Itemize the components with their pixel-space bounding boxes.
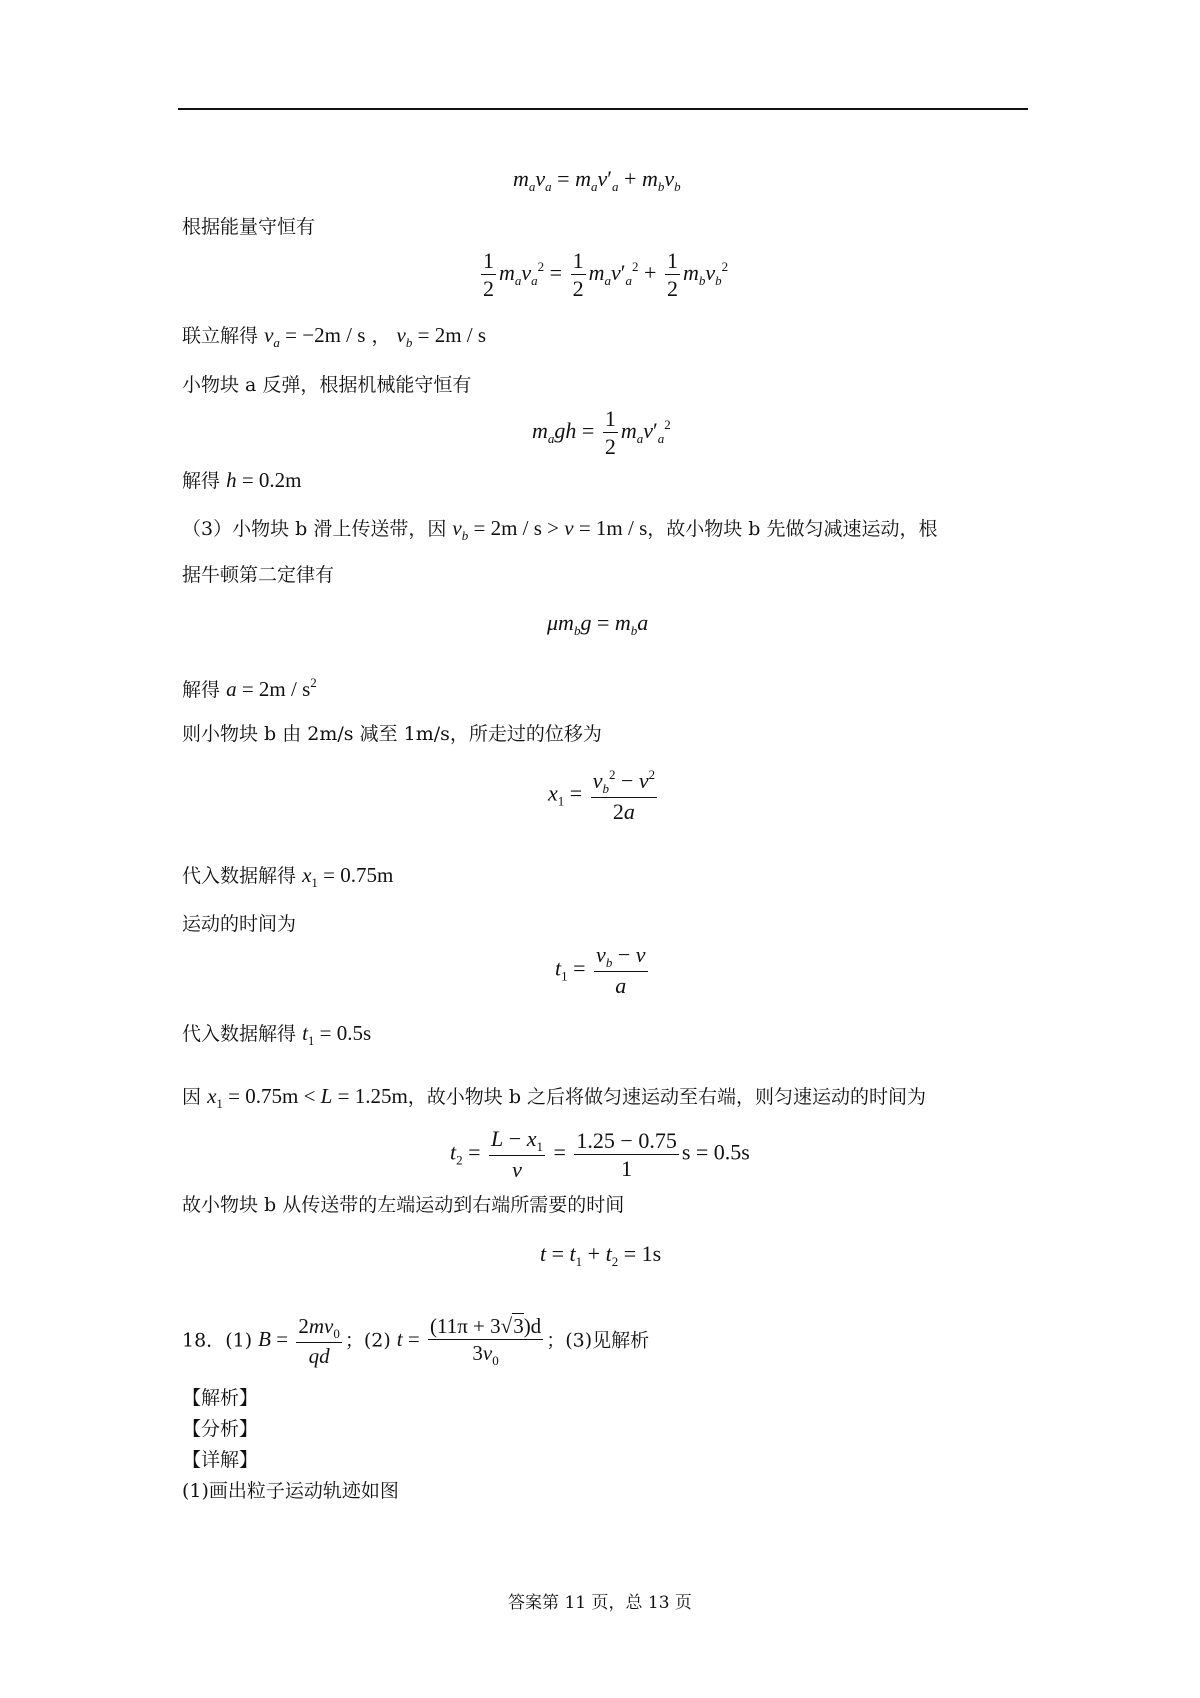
text-total-time: 故小物块 b 从传送带的左端运动到右端所需要的时间 <box>182 1194 625 1216</box>
line-solve-h: 解得 h = 0.2m <box>182 468 302 492</box>
line-joint-solution: 联立解得 $v_a = -2m / s$ ， $v_b = 2m / s$ <box>182 323 487 350</box>
line-part3: （3）小物块 b 滑上传送带，因 $v_b = 2m / s > v = 1m / s$，故小物块 b 先做匀减速运动，根 <box>182 516 938 543</box>
value-q18-t-num-a: (11π + 3 <box>429 1314 501 1338</box>
eq-mechanical-energy: $m_agh$ = $\frac{1}{2}$ $m_av'_a^2$ <box>532 406 671 459</box>
value-t2-den: 1 <box>621 1155 633 1181</box>
value-L: 1.25m <box>354 1084 408 1108</box>
q18-part1: (1) <box>225 1329 253 1352</box>
label-since: 因 <box>182 1086 202 1108</box>
value-q18-B-den: qd <box>308 1344 330 1368</box>
value-v-cond: 1m / s <box>595 516 648 540</box>
value-t2-num: 1.25 − 0.75 <box>576 1127 677 1153</box>
value-t-total: 1s <box>641 1241 662 1266</box>
text-decel: 则小物块 b 由 2m/s 减至 1m/s，所走过的位移为 <box>182 723 602 745</box>
label-sub-t1: 代入数据解得 <box>182 1023 297 1045</box>
text-rebound: 小物块 a 反弹，根据机械能守恒有 <box>182 374 472 396</box>
eq-x1: $x_1$ = $\frac{v_b^2 - v^2}{2a}$ <box>548 767 656 824</box>
q18-sep1: ；(2) <box>344 1329 391 1352</box>
value-q18-t-den: 3 <box>472 1341 483 1365</box>
value-h: 0.2m <box>258 468 302 492</box>
tag-fenxi: 【分析】 <box>182 1418 259 1440</box>
line-compare: 因 $x_1 = 0.75m < L = 1.25m$，故小物块 b 之后将做匀速运动至右端，则匀速运动的时间为 <box>182 1084 927 1111</box>
text-draw-trajectory: (1)画出粒子运动轨迹如图 <box>182 1480 399 1502</box>
label-sub-x1: 代入数据解得 <box>182 865 297 887</box>
text-part3-a: （3）小物块 b 滑上传送带，因 <box>182 518 447 540</box>
line-solve-t1: 代入数据解得 $t_1 = 0.5s$ <box>182 1021 372 1048</box>
label-solve-joint: 联立解得 <box>182 325 259 347</box>
text-uniform: ，故小物块 b 之后将做匀速运动至右端，则匀速运动的时间为 <box>407 1086 927 1108</box>
value-t2-result: s = 0.5s <box>681 1139 750 1165</box>
line-solve-a: 解得 $a = 2m / s^2$ <box>182 675 317 701</box>
eq-total-time: $t = t_1 + t_2 = 1s$ <box>540 1241 662 1269</box>
value-va: −2m / s <box>302 323 366 347</box>
header-rule <box>178 108 1028 110</box>
text-energy: 根据能量守恒有 <box>182 216 316 238</box>
line-q18-answer: 18．(1) B = $\frac{2mv_0}{qd}$ ；(2) t = $\frac{(11\pi + 3√3)d}{3v_0}$ ；(3)见解析 <box>182 1314 650 1368</box>
q18-sep2: ；(3)见解析 <box>546 1329 650 1352</box>
eq-energy: $\frac{1}{2}$ $m_av_a^2$ = $\frac{1}{2}$ $m_av'_a^2$ + $\frac{1}{2}$ $m_bv_b^2$ <box>483 248 729 301</box>
value-a: 2m / s <box>258 677 311 701</box>
value-q18-t-num-c: )d <box>523 1314 542 1338</box>
text-motion-time: 运动的时间为 <box>182 913 297 935</box>
value-x1-cmp: 0.75m < <box>245 1084 321 1108</box>
value-q18-t-num-b: 3 <box>513 1314 524 1338</box>
tag-analysis: 【解析】 <box>182 1387 259 1409</box>
eq-newton: $\mu m_bg = m_ba$ <box>547 610 649 638</box>
q18-number: 18． <box>182 1329 226 1352</box>
text-part3-b: ，故小物块 b 先做匀减速运动，根 <box>647 518 938 540</box>
label-solve-a: 解得 <box>182 679 221 701</box>
eq-t2: $t_2$ = $\frac{L - x_1}{v}$ = $\frac{1.25 - 0.75}{1}$ s = 0.5s <box>450 1126 750 1182</box>
eq-momentum: $m_av_a = m_av'_a + m_bv_b$ <box>513 166 681 194</box>
value-x1: 0.75m <box>340 863 394 887</box>
value-vb-cond: 2m / s > <box>490 516 565 540</box>
value-vb: 2m / s <box>434 323 487 347</box>
tag-detail: 【详解】 <box>182 1449 259 1471</box>
eq-t1: $t_1$ = $\frac{v_b - v}{a}$ <box>555 942 646 998</box>
label-solve-h: 解得 <box>182 470 221 492</box>
page-footer: 答案第 11 页，总 13 页 <box>508 1593 692 1613</box>
value-t1: 0.5s <box>336 1021 372 1045</box>
line-solve-x1: 代入数据解得 $x_1 = 0.75m$ <box>182 863 394 890</box>
text-newton: 据牛顿第二定律有 <box>182 564 335 586</box>
